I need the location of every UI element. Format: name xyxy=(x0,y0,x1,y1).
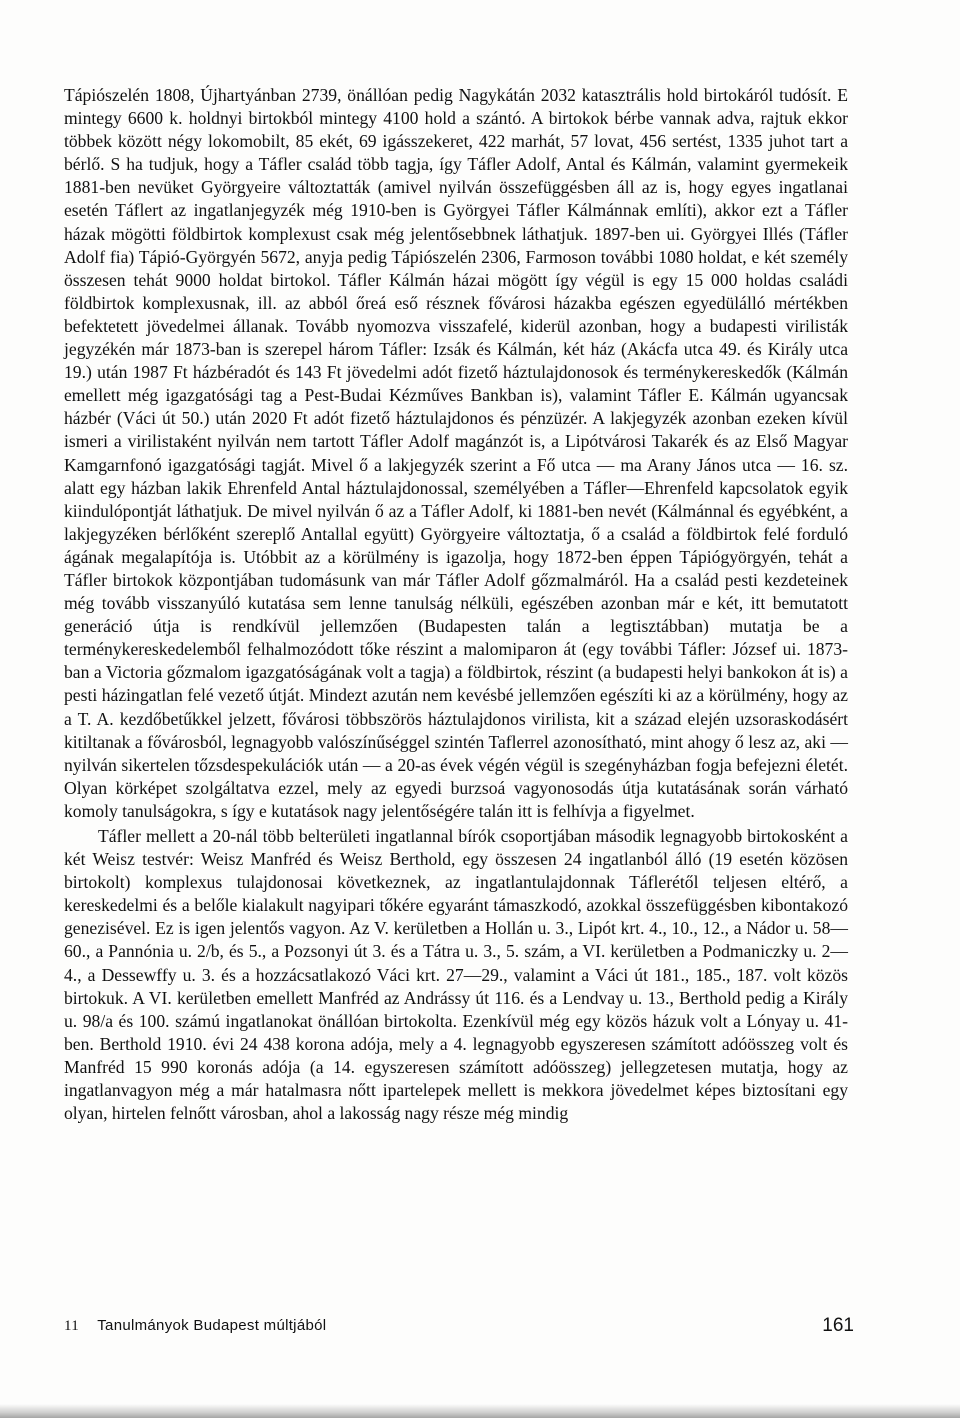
scan-edge-shadow xyxy=(0,1404,960,1418)
page-footer xyxy=(64,1311,854,1341)
signature-mark xyxy=(64,1317,326,1335)
page-number: 161 xyxy=(822,1315,854,1336)
body-text xyxy=(64,84,848,1125)
paragraph-1: Tápiószelén 1808, Újhartyánban 2739, önállóan pedig Nagykátán 2032 katasztrális hold birtokáról tudósít. E mintegy 6600 k. holdnyi birtokból mintegy 4100 hold a szántó. A birtokok bérbe vannak adva, rajtuk ekkor többek között négy lokomobilt, 85 ekét, 69 igásszekeret, 422 marhát, 57 lovat, 456 sertést, 1335 juhot tart a bérlő. S ha tudjuk, hogy a Táfler család több tagja, így Táfler Adolf, Antal és Kálmán, valamint gyermekeik 1881-ben nevüket Györgyeire változtatták (amivel nyilván összefüggésben áll az is, hogy egyes ingatlanai esetén Táflert az ingatlanjegyzék még 1910-ben is Györgyei Táfler Kálmánnak említi), akkor ezt a Táfler házak mögötti földbirtok komplexust csak még jelentősebbnek láthatjuk. 1897-ben ui. Györgyei Illés (Táfler Adolf fia) Tápió-Györgyén 5672, anyja pedig Tápiószelén 2306, Farmoson további 1080 holdat, e két személy összesen tehát 9000 holdat birtokol. Táfler Kálmán házai mögött így végül is egy 15 000 holdas családi földbirtok komplexusnak, ill. az abból őreá eső résznek fővárosi házakba egészen egyedülálló mértékben befektetett jövedelmei állanak. Tovább nyomozva visszafelé, kiderül azonban, hogy a budapesti virilisták jegyzékén már 1873-ban is szerepel három Táfler: Izsák és Kálmán, két ház (Akácfa utca 49. és Király utca 19.) után 1987 Ft házbéradót és 143 Ft jövedelmi adót fizető háztulajdonosok és terménykereskedők (Kálmán emellett még igazgatósági tag a Pest-Budai Kézműves Bankban is), valamint Táfler E. Kálmán ugyancsak házbér (Váci út 50.) után 2020 Ft adót fizető háztulajdonos és pénzüzér. A lakjegyzék azonban ezeken kívül ismeri a virilistaként nyilván nem tartott Táfler Adolf magánzót is, a Lipótvárosi Takarék és az Első Magyar Kamgarnfonó igazgatósági tagját. Mivel ő a lakjegyzék szerint a Fő utca — ma Arany János utca — 16. sz. alatt egy házban lakik Ehrenfeld Antal háztulajdonossal, személyében a Táfler—Ehrenfeld kapcsolatok egyik kiindulópontját láthatjuk. De mivel nyilván ő az a Táfler Adolf, ki 1881-ben nevét (Kálmánnal és egyébként, a lakjegyzéken bérlőként szereplő Antallal együtt) Györgyeire változtatja, ő a család a földbirtok felé forduló ágának megalapítója is. Utóbbit az a körülmény is igazolja, hogy 1872-ben éppen Tápiógyörgyén, tehát a Táfler birtokok központjában tudomásunk van már Táfler Adolf gőzmalmáról. Ha a család pesti kezdeteinek még tovább visszanyúló kutatása sem lenne tanulság nélküli, egészében azonban már e két, itt bemutatott generáció útja is rendkívül jellemzően (Budapesten talán a legtisztábban) mutatja be a terménykereskedelemből felhalmozódott tőke részint a malomiparon át (egy további Táfler: József ui. 1873-ban a Victoria gőzmalom igazgatóságának volt a tagja) a földbirtok, részint (a budapesti helyi bankokon át is) a pesti házingatlan felé vezető útját. Mindezt azután nem kevésbé jellemzően egészíti ki az a körülmény, hogy az a T. A. kezdőbetűkkel jelzett, fővárosi többszörös háztulajdonos virilista, kit a század elején uzsoraskodásért kitiltanak a fővárosból, legnagyobb valószínűséggel szintén Taflerrel azonosítható, mint ahogy ő lesz az, aki — nyilván sikertelen tőzsdespekulációk után — a 20-as évek végén végül is szegényházban fogja befejezni életét. Olyan körképet szolgáltatva ezzel, mely az egyedi burzsoá vagyonosodás útja kutatásának során várható komoly tanulságokra, s így e kutatások nagy jelentőségére talán itt is felhívja a figyelmet. xyxy=(64,85,848,821)
paragraph-2: Táfler mellett a 20-nál több belterületi ingatlannal bírók csoportjában második legnagyobb birtokosként a két Weisz testvér: Weisz Manfréd és Weisz Berthold, egy összesen 24 ingatlanból álló (19 esetén közösen birtokolt) komplexus tulajdonosai következnek, az ingatlantulajdonnak Táflerétől teljesen eltérő, a kereskedelmi és a belőle kialakult nagyipari tőkére egyaránt támaszkodó, azokkal összefüggésben kibontakozó genezisével. Ez is igen jelentős vagyon. Az V. kerületben a Hollán u. 3., Lipót krt. 4., 10., 12., a Nádor u. 58—60., a Pannónia u. 2/b, és 5., a Pozsonyi út 3. és a Tátra u. 3., 5. szám, a VI. kerületben a Podmaniczky u. 2—4., a Dessewffy u. 3. és a hozzácsatlakozó Váci krt. 27—29., valamint a Váci út 181., 185., 187. volt közös birtokuk. A VI. kerületben emellett Manfréd az Andrássy út 116. és a Lendvay u. 13., Berthold pedig a Király u. 98/a és 100. számú ingatlanokat önállóan birtokolta. Ezenkívül még egy közös házuk volt a Lónyay u. 41-ben. Berthold 1910. évi 24 438 korona adója, mely a 4. legnagyobb egyszeresen számított adóösszeg volt és Manfréd 15 990 koronás adója (a 14. egyszeresen számított adóösszeg) jellegzetesen mutatja, hogy az ingatlanvagyon még a már hatalmasra nőtt ipartelepek mellett is mekkora jövedelmet képes biztosítani egy olyan, hirtelen felnőtt városban, ahol a lakosság nagy része még mindig xyxy=(64,826,848,1124)
signature-title: Tanulmányok Budapest múltjából xyxy=(97,1317,327,1334)
signature-number: 11 xyxy=(64,1318,80,1334)
